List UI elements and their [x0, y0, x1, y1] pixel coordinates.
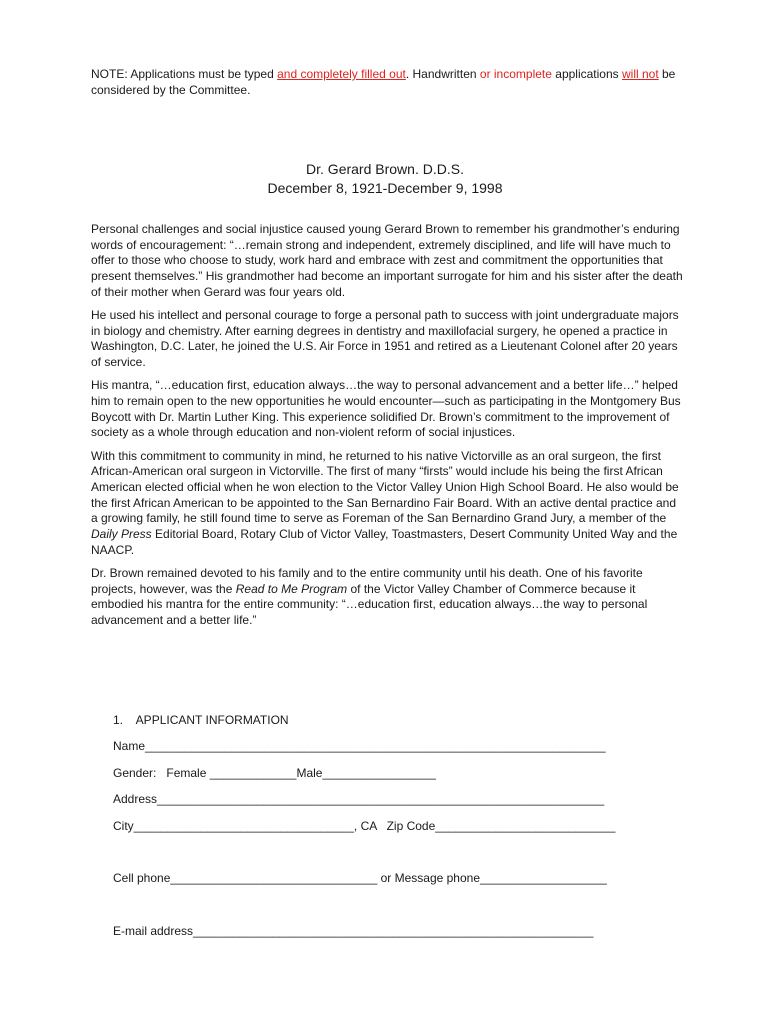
note-text: applications	[551, 67, 622, 81]
section-heading: 1. APPLICANT INFORMATION	[113, 713, 289, 727]
city-zip-field[interactable]: City_________________________________, CA Zip Code___________________________	[113, 819, 616, 833]
publication-name: Daily Press	[91, 527, 152, 542]
honoree-dates: December 8, 1921-December 9, 1998	[267, 180, 503, 196]
bio-text: Dr. Brown remained devoted to his family and to the entire community until his death. One of his favorite projects, however, was the	[91, 566, 643, 596]
bio-paragraph-4	[91, 449, 683, 559]
honoree-name: Dr. Gerard Brown. D.D.S.	[306, 161, 464, 177]
biography	[91, 222, 683, 636]
program-name: Read to Me Program	[235, 581, 348, 596]
note-emphasis-incomplete: or incomplete	[479, 67, 552, 81]
gender-field[interactable]: Gender: Female _____________Male_________________	[113, 766, 436, 780]
bio-paragraph-1: Personal challenges and social injustice caused young Gerard Brown to remember his grandmother’s enduring words of encouragement: “…remain strong and independent, extremely disciplined, and life will have much to offer to those who choose to study, work hard and embrace with zest and commitment the opportunities that present themselves.” His grandmother had become an important surrogate for him and his sister after the death of their mother when Gerard was four years old.	[91, 222, 683, 299]
bio-text: of the Victor Valley Chamber of Commerce because it embodied his mantra for the entire community: “…education first, education always…the way to personal advancement and a better life.”	[91, 581, 648, 628]
memorial-heading	[0, 160, 770, 198]
bio-paragraph-5	[91, 566, 683, 629]
application-note	[91, 66, 681, 98]
phone-field[interactable]: Cell phone_______________________________ or Message phone___________________	[113, 871, 607, 885]
bio-paragraph-3: His mantra, “…education first, education always…the way to personal advancement and a better life…” helped him to remain open to the new opportunities he would encounter—such as participating in the Montgomery Bus Boycott with Dr. Martin Luther King. This experience solidified Dr. Brown’s commitment to the improvement of society as a whole through education and non-violent reform of social injustices.	[91, 378, 681, 440]
email-field[interactable]: E-mail address____________________________________________________________	[113, 924, 594, 938]
note-text: be considered by the Committee.	[91, 67, 676, 97]
bio-text: With this commitment to community in mind, he returned to his native Victorville as an oral surgeon, the first African-American oral surgeon in Victorville. The first of many “firsts” would include his being the first African American elected official when he won election to the Victor Valley Union High School Board. He also would be the first African American to be appointed to the San Bernardino Fair Board. With an active dental practice and a growing family, he still found time to serve as Foreman of the San Bernardino Grand Jury, a member of the	[91, 448, 679, 526]
note-emphasis-filled-out: and completely filled out	[277, 67, 406, 81]
name-field[interactable]: Name_____________________________________________________________________	[113, 739, 606, 753]
bio-text: Editorial Board, Rotary Club of Victor Valley, Toastmasters, Desert Community United Way and the NAACP.	[91, 527, 678, 557]
address-field[interactable]: Address___________________________________________________________________	[113, 792, 605, 806]
note-text: . Handwritten	[405, 67, 480, 81]
note-emphasis-will-not: will not	[621, 67, 659, 81]
note-text: NOTE: Applications must be typed	[91, 67, 278, 81]
bio-paragraph-2: He used his intellect and personal courage to forge a personal path to success with joint undergraduate majors in biology and chemistry. After earning degrees in dentistry and maxillofacial surgery, he opened a practice in Washington, D.C. Later, he joined the U.S. Air Force in 1951 and retired as a Lieutenant Colonel after 20 years of service.	[91, 308, 679, 370]
